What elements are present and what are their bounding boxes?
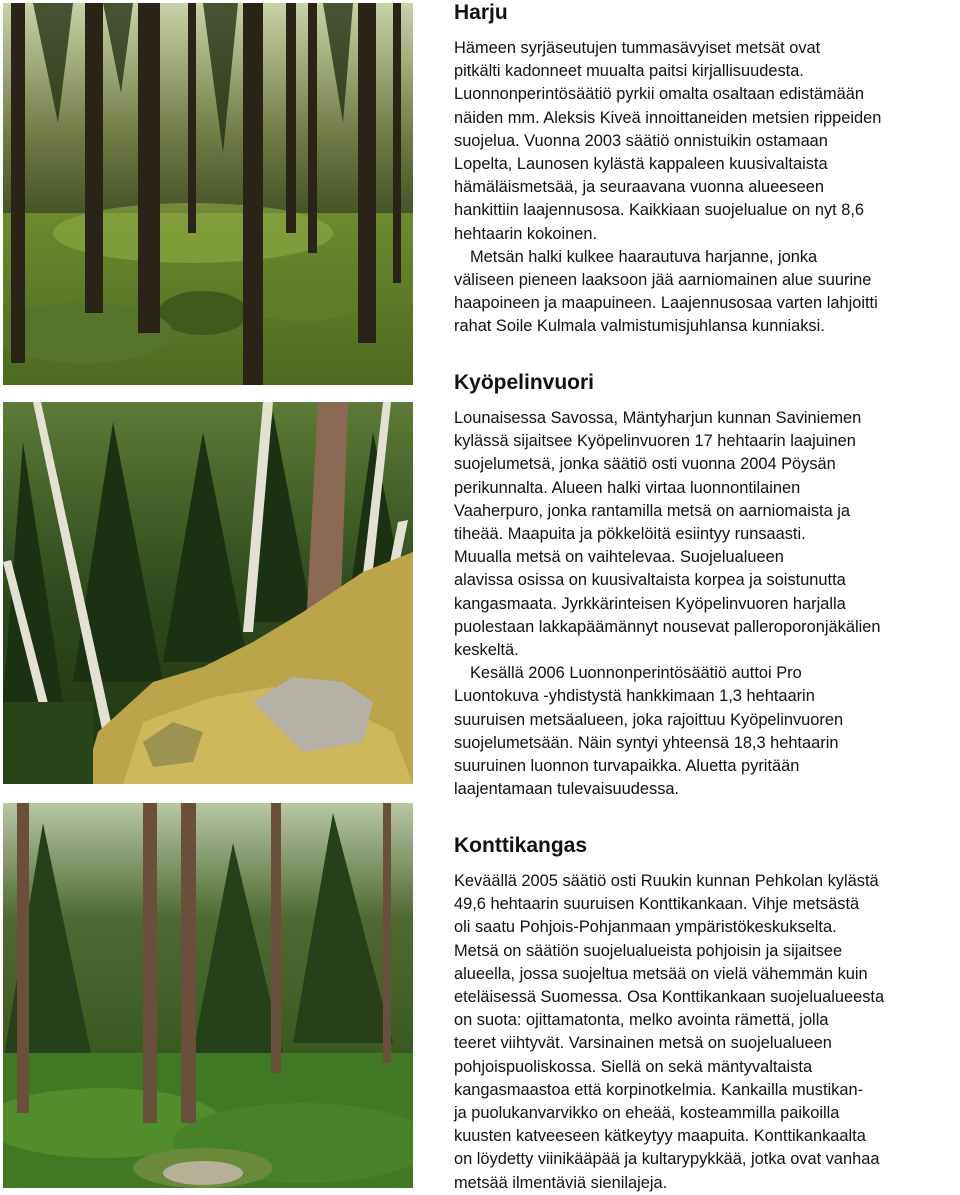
text-line: alueella, jossa suojeltua metsää on vielä vähemmän kuin [454,964,868,983]
text-line: on löydetty viinikääpää ja kultarypykkää, jotka ovat vanhaa [454,1150,880,1169]
text-line: suojelua. Vuonna 2003 säätiö onnistuikin ostamaan [454,131,828,150]
text-line: oli saatu Pohjois-Pohjanmaan ympäristökeskukselta. [454,918,837,937]
text-line: Luontokuva -yhdistystä hankkimaan 1,3 hehtaarin [454,687,815,706]
text-line: alavissa osissa on kuusivaltaista korpea ja soistunutta [454,571,846,590]
text-line: ja puolukanvarvikko on eheää, kosteammilla paikoilla [454,1104,840,1123]
text-line: suuruinen luonnon turvapaikka. Aluetta pyritään [454,757,800,776]
text-line: pitkälti kadonneet muualta paitsi kirjallisuudesta. [454,62,804,81]
text-line: kangasmaata. Jyrkkärinteisen Kyöpelinvuoren harjalla [454,594,846,613]
text-line: rahat Soile Kulmala valmistumisjuhlansa kunniaksi. [454,317,825,336]
konttikangas-paragraph-1 [454,870,959,1195]
text-line: haapoineen ja maapuineen. Laajennusosaa varten lahjoitti [454,294,878,313]
harju-paragraph-1 [454,37,959,246]
text-line: teeret viihtyvät. Varsinainen metsä on suojelualueen [454,1034,832,1053]
text-line: hämäläismetsää, ja seuraavana vuonna alueeseen [454,178,824,197]
text-line: Lopelta, Launosen kylästä kappaleen kuusivaltaista [454,155,828,174]
text-line: kuusten katveeseen kätkeytyy maapuita. Konttikankaalta [454,1127,866,1146]
text-line: Luonnonperintösäätiö pyrkii omalta osaltaan edistämään [454,85,865,104]
text-line: kangasmaastoa että korpinotkelmia. Kankailla mustikan- [454,1080,864,1099]
spruce-forest-photo [3,3,413,385]
text-line: 49,6 hehtaarin suuruisen Konttikankaan. Vihje metsästä [454,895,860,914]
section-kyopelinvuori [454,371,959,801]
pine-spruce-forest-photo [3,803,413,1188]
text-line: Muualla metsä on vaihtelevaa. Suojelualueen [454,548,784,567]
text-line: on suota: ojittamatonta, melko avointa rämettä, jolla [454,1011,829,1030]
text-line: hehtaarin kokoinen. [454,224,598,243]
text-line: puolestaan lakkapäämännyt nousevat palleroporonjäkälien [454,617,881,636]
text-line: tiheää. Maapuita ja pökkelöitä esiintyy runsaasti. [454,525,806,544]
text-line: kylässä sijaitsee Kyöpelinvuoren 17 hehtaarin laajuinen [454,432,856,451]
section-title-kyopelinvuori: Kyöpelinvuori [454,371,595,394]
text-line: Lounaisessa Savossa, Mäntyharjun kunnan Saviniemen [454,409,862,427]
text-line: Metsän halki kulkee haarautuva harjanne, jonka [470,247,818,266]
mossy-boulder-forest-photo [3,402,413,784]
text-line: eteläisessä Suomessa. Osa Konttikankaan suojelualueesta [454,988,885,1007]
text-line: Metsä on säätiön suojelualueista pohjoisin ja sijaitsee [454,941,843,960]
kyopelinvuori-paragraph-1 [454,407,959,662]
text-line: suojelumetsä, jonka säätiö osti vuonna 2004 Pöysän [454,455,836,474]
section-konttikangas [454,834,959,1195]
text-line: Vaaherpuro, jonka rantamilla metsä on aarniomaista ja [454,501,851,520]
harju-paragraph-2 [454,246,959,339]
section-title-konttikangas: Konttikangas [454,834,588,857]
text-line: Keväällä 2005 säätiö osti Ruukin kunnan Pehkolan kylästä [454,872,879,890]
text-line: metsää ilmentäviä sienilajeja. [454,1173,668,1192]
text-line: suuruisen metsäalueen, joka rajoittuu Kyöpelinvuoren [454,710,844,729]
section-harju [454,1,959,339]
text-line: laajentamaan tulevaisuudessa. [454,780,680,799]
kyopelinvuori-paragraph-2 [454,662,959,801]
text-line: suojelumetsään. Näin syntyi yhteensä 18,3 hehtaarin [454,733,839,752]
text-line: Hämeen syrjäseutujen tummasävyiset metsät ovat [454,39,821,57]
text-line: keskeltä. [454,641,519,660]
text-line: Kesällä 2006 Luonnonperintösäätiö auttoi Pro [470,664,802,683]
text-line: väliseen pieneen laaksoon jää aarniomainen alue suurine [454,271,872,290]
text-line: hankittiin laajennusosa. Kaikkiaan suojelualue on nyt 8,6 [454,201,865,220]
text-line: näiden mm. Aleksis Kiveä innoittaneiden metsien rippeiden [454,108,882,127]
text-line: pohjoispuoliskossa. Siellä on sekä mäntyvaltaista [454,1057,813,1076]
text-line: perikunnalta. Alueen halki virtaa luonnontilainen [454,478,801,497]
section-title-harju: Harju [454,1,508,24]
